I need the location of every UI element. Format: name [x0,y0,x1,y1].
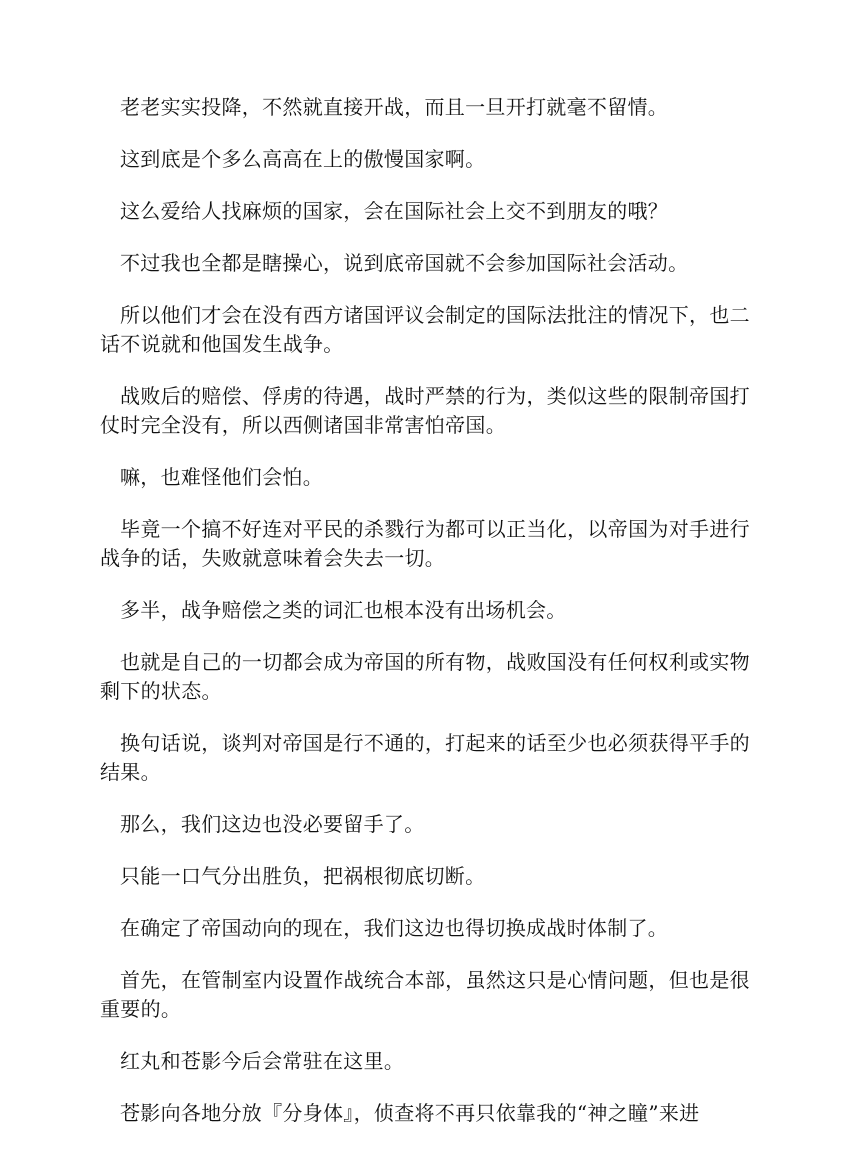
paragraph: 红丸和苍影今后会常驻在这里。 [120,1049,405,1073]
paragraph: 只能一口气分出胜负，把祸根彻底切断。 [120,864,486,888]
paragraph: 在确定了帝国动向的现在，我们这边也得切换成战时体制了。 [120,916,669,940]
document-page [100,93,750,1151]
paragraph: 所以他们才会在没有西方诸国评议会制定的国际法批注的情况下，也二话不说就和他国发生战争。 [100,303,750,356]
paragraph: 老老实实投降，不然就直接开战，而且一旦开打就毫不留情。 [120,95,669,119]
paragraph: 毕竟一个搞不好连对平民的杀戮行为都可以正当化，以帝国为对手进行战争的话，失败就意味着会失去一切。 [100,517,750,570]
paragraph: 战败后的赔偿、俘虏的待遇，战时严禁的行为，类似这些的限制帝国打仗时完全没有，所以西侧诸国非常害怕帝国。 [100,384,750,437]
paragraph: 苍影向各地分放『分身体』，侦查将不再只依靠我的“神之瞳”来进 [120,1101,700,1125]
paragraph: 也就是自己的一切都会成为帝国的所有物，战败国没有任何权利或实物剩下的状态。 [100,650,750,703]
paragraph: 嘛，也难怪他们会怕。 [120,465,323,489]
paragraph: 这到底是个多么高高在上的傲慢国家啊。 [120,147,486,171]
paragraph: 这么爱给人找麻烦的国家，会在国际社会上交不到朋友的哦？ [120,199,669,223]
paragraph: 换句话说，谈判对帝国是行不通的，打起来的话至少也必须获得平手的结果。 [100,731,750,784]
paragraph: 不过我也全都是瞎操心，说到底帝国就不会参加国际社会活动。 [120,251,689,275]
paragraph: 多半，战争赔偿之类的词汇也根本没有出场机会。 [120,598,567,622]
paragraph: 首先，在管制室内设置作战统合本部，虽然这只是心情问题，但也是很重要的。 [100,968,750,1021]
paragraph: 那么，我们这边也没必要留手了。 [120,812,425,836]
